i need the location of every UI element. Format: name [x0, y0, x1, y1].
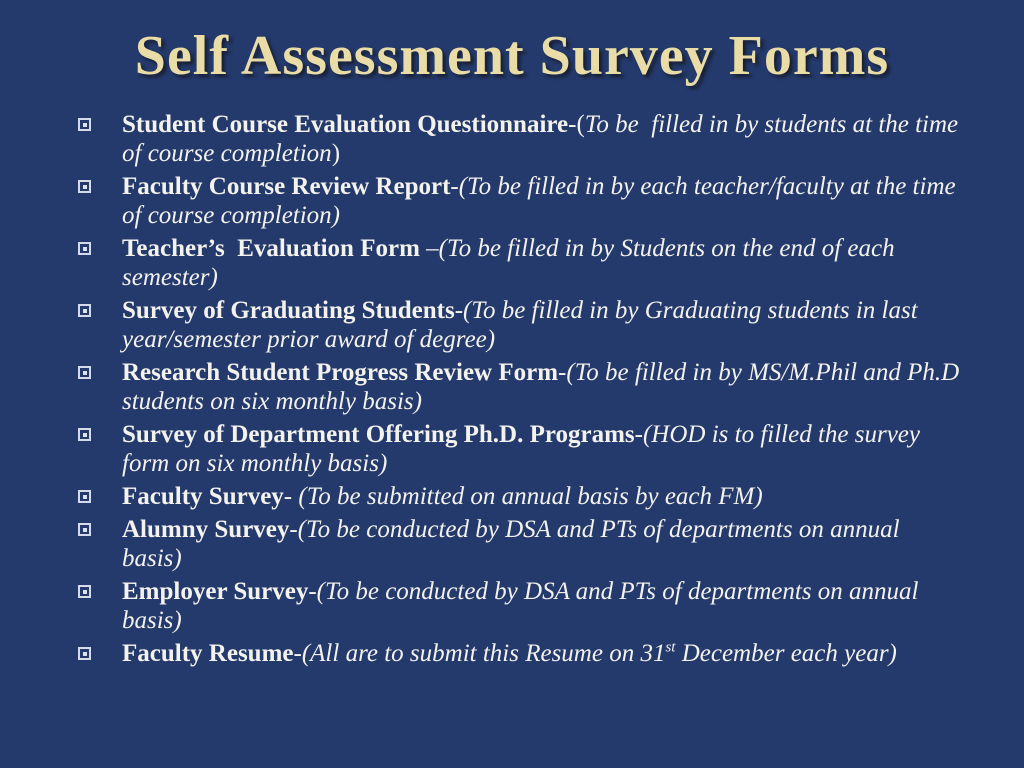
list-item	[78, 577, 962, 635]
bullet-square-icon	[78, 490, 91, 503]
list-item	[78, 110, 965, 168]
list-item-text: Faculty Course Review Report-(To be filled in by each teacher/faculty at the time of course completion)	[122, 173, 962, 229]
slide-title: Self Assessment Survey Forms	[134, 25, 890, 87]
list-item	[78, 172, 962, 230]
list-item-text: Alumny Survey-(To be conducted by DSA and PTs of departments on annual basis)	[122, 516, 906, 572]
list-item-text: Teacher’s Evaluation Form –(To be filled in by Students on the end of each semester)	[122, 235, 901, 291]
list-item-text: Research Student Progress Review Form-(To be filled in by MS/M.Phil and Ph.D students on six monthly basis)	[122, 359, 966, 415]
list-item	[78, 639, 962, 668]
bullet-square-icon	[78, 366, 91, 379]
bullet-square-icon	[78, 523, 91, 536]
list-item	[78, 420, 962, 478]
list-item-text: Survey of Department Offering Ph.D. Programs-(HOD is to filled the survey form on six monthly basis)	[122, 421, 927, 477]
bullet-square-icon	[78, 647, 91, 660]
list-item-text: Faculty Resume-(All are to submit this Resume on 31st December each year)	[122, 639, 897, 667]
bullet-square-icon	[78, 428, 91, 441]
list-item-text: Employer Survey-(To be conducted by DSA and PTs of departments on annual basis)	[122, 578, 925, 634]
bullet-square-icon	[78, 304, 91, 317]
bullet-square-icon	[78, 180, 91, 193]
list-item-text: Student Course Evaluation Questionnaire-(To be filled in by students at the time of course completion)	[122, 111, 965, 167]
list-item	[78, 515, 962, 573]
list-item	[78, 358, 966, 416]
list-item	[78, 482, 962, 511]
bullet-list	[0, 110, 966, 668]
bullet-square-icon	[78, 242, 91, 255]
list-item	[78, 234, 962, 292]
bullet-square-icon	[78, 118, 91, 131]
list-item-text: Faculty Survey- (To be submitted on annual basis by each FM)	[122, 483, 763, 510]
bullet-square-icon	[78, 585, 91, 598]
list-item-text: Survey of Graduating Students-(To be filled in by Graduating students in last year/semester prior award of degree)	[122, 297, 924, 353]
list-item	[78, 296, 962, 354]
